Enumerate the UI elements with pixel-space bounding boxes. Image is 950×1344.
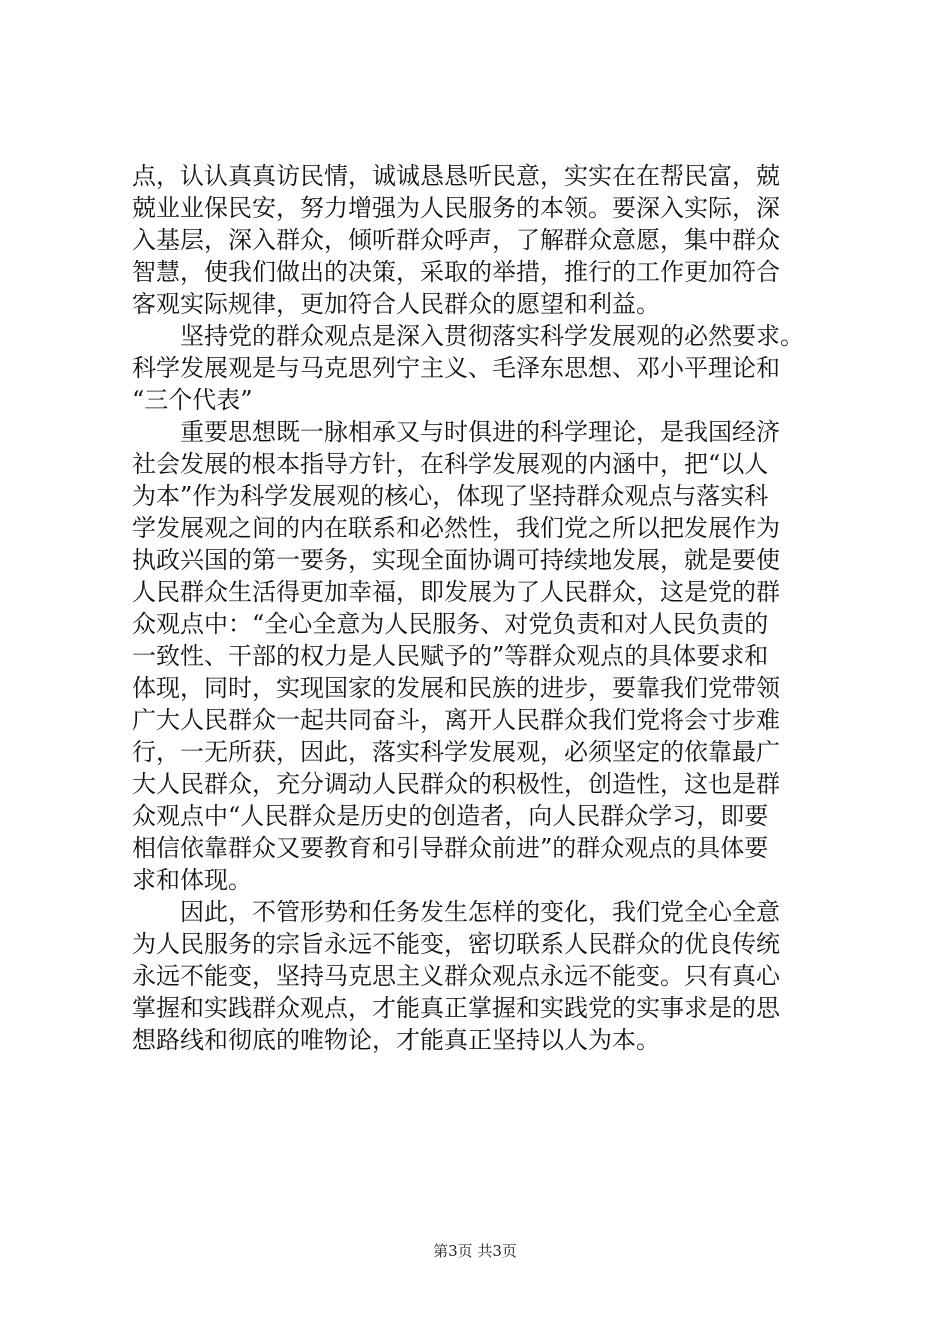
text-line: 相信依靠群众又要教育和引导群众前进”的群众观点的具体要 — [132, 834, 769, 862]
text-line: 点，认认真真访民情，诚诚恳恳听民意，实实在在帮民富，兢 — [132, 162, 780, 190]
document-body — [132, 160, 844, 1056]
text-line: 掌握和实践群众观点，才能真正掌握和实践党的实事求是的思 — [132, 994, 780, 1022]
text-line: 为人民服务的宗旨永远不能变，密切联系人民群众的优良传统 — [132, 930, 780, 958]
text-line: 因此，不管形势和任务发生怎样的变化，我们党全心全意 — [132, 898, 780, 926]
text-line: 坚持党的群众观点是深入贯彻落实科学发展观的必然要求。 — [132, 322, 804, 350]
text-line: “三个代表” — [132, 386, 253, 414]
text-line: 求和体现。 — [132, 866, 252, 894]
text-line: 众观点中：“全心全意为人民服务、对党负责和对人民负责的 — [132, 610, 769, 638]
page-number-footer: 第3页 共3页 — [433, 1242, 517, 1260]
text-line: 体现，同时，实现国家的发展和民族的进步，要靠我们党带领 — [132, 674, 780, 702]
text-line: 科学发展观是与马克思列宁主义、毛泽东思想、邓小平理论和 — [132, 354, 780, 382]
text-line: 永远不能变，坚持马克思主义群众观点永远不能变。只有真心 — [132, 962, 780, 990]
text-line: 一致性、干部的权力是人民赋予的”等群众观点的具体要求和 — [132, 642, 769, 670]
text-line: 入基层，深入群众，倾听群众呼声，了解群众意愿，集中群众 — [132, 226, 780, 254]
text-line: 众观点中“人民群众是历史的创造者，向人民群众学习，即要 — [132, 802, 769, 830]
text-line: 社会发展的根本指导方针，在科学发展观的内涵中，把“以人 — [132, 450, 769, 478]
text-line: 客观实际规律，更加符合人民群众的愿望和利益。 — [132, 290, 660, 318]
text-line: 人民群众生活得更加幸福，即发展为了人民群众，这是党的群 — [132, 578, 780, 606]
text-line: 大人民群众，充分调动人民群众的积极性，创造性，这也是群 — [132, 770, 780, 798]
text-line: 行，一无所获，因此，落实科学发展观，必须坚定的依靠最广 — [132, 738, 780, 766]
text-line: 想路线和彻底的唯物论，才能真正坚持以人为本。 — [132, 1026, 660, 1054]
text-line: 学发展观之间的内在联系和必然性，我们党之所以把发展作为 — [132, 514, 780, 542]
text-line: 智慧，使我们做出的决策，采取的举措，推行的工作更加符合 — [132, 258, 780, 286]
text-line: 广大人民群众一起共同奋斗，离开人民群众我们党将会寸步难 — [132, 706, 780, 734]
text-line: 重要思想既一脉相承又与时俱进的科学理论，是我国经济 — [132, 418, 780, 446]
text-line: 执政兴国的第一要务，实现全面协调可持续地发展，就是要使 — [132, 546, 780, 574]
text-line: 兢业业保民安，努力增强为人民服务的本领。要深入实际，深 — [132, 194, 780, 222]
text-line: 为本”作为科学发展观的核心，体现了坚持群众观点与落实科 — [132, 482, 769, 510]
